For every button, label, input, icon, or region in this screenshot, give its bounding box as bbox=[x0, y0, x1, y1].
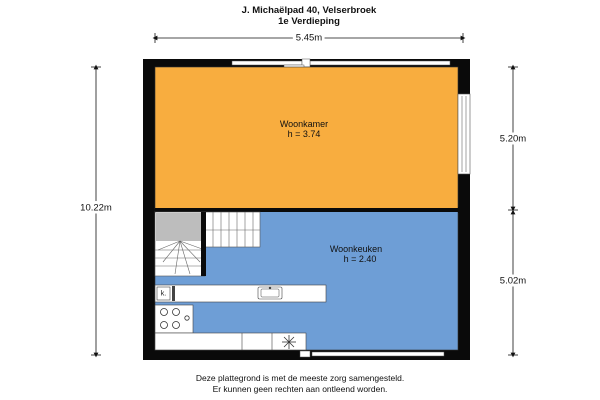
height-bottom-dimension bbox=[500, 210, 526, 355]
bottom-counter bbox=[155, 333, 306, 350]
height-top-label: 5.20m bbox=[499, 133, 527, 145]
kitchen-counter bbox=[155, 285, 326, 302]
bottom-window bbox=[300, 351, 444, 357]
height-total-dimension bbox=[80, 67, 112, 355]
room-woonkeuken-name: Woonkeuken bbox=[329, 244, 383, 254]
side-window bbox=[458, 94, 470, 174]
width-dimension bbox=[155, 33, 463, 44]
disclaimer-line-2: Er kunnen geen rechten aan ontleend worden. bbox=[212, 384, 388, 394]
stove bbox=[155, 305, 193, 333]
room-woonkeuken-height: h = 2.40 bbox=[343, 254, 377, 264]
height-top-dimension bbox=[500, 67, 526, 209]
address-title: J. Michaëlpad 40, Velserbroek bbox=[241, 5, 377, 16]
height-total-label: 10.22m bbox=[80, 202, 112, 214]
width-label: 5.45m bbox=[295, 32, 323, 44]
room-woonkamer-name: Woonkamer bbox=[279, 119, 329, 129]
floor-title: 1e Verdieping bbox=[278, 16, 340, 27]
disclaimer-line-1: Deze plattegrond is met de meeste zorg samengesteld. bbox=[195, 373, 405, 383]
height-bottom-label: 5.02m bbox=[499, 275, 527, 287]
appliance-label: k. bbox=[160, 290, 167, 298]
room-woonkamer-height: h = 3.74 bbox=[287, 129, 321, 139]
